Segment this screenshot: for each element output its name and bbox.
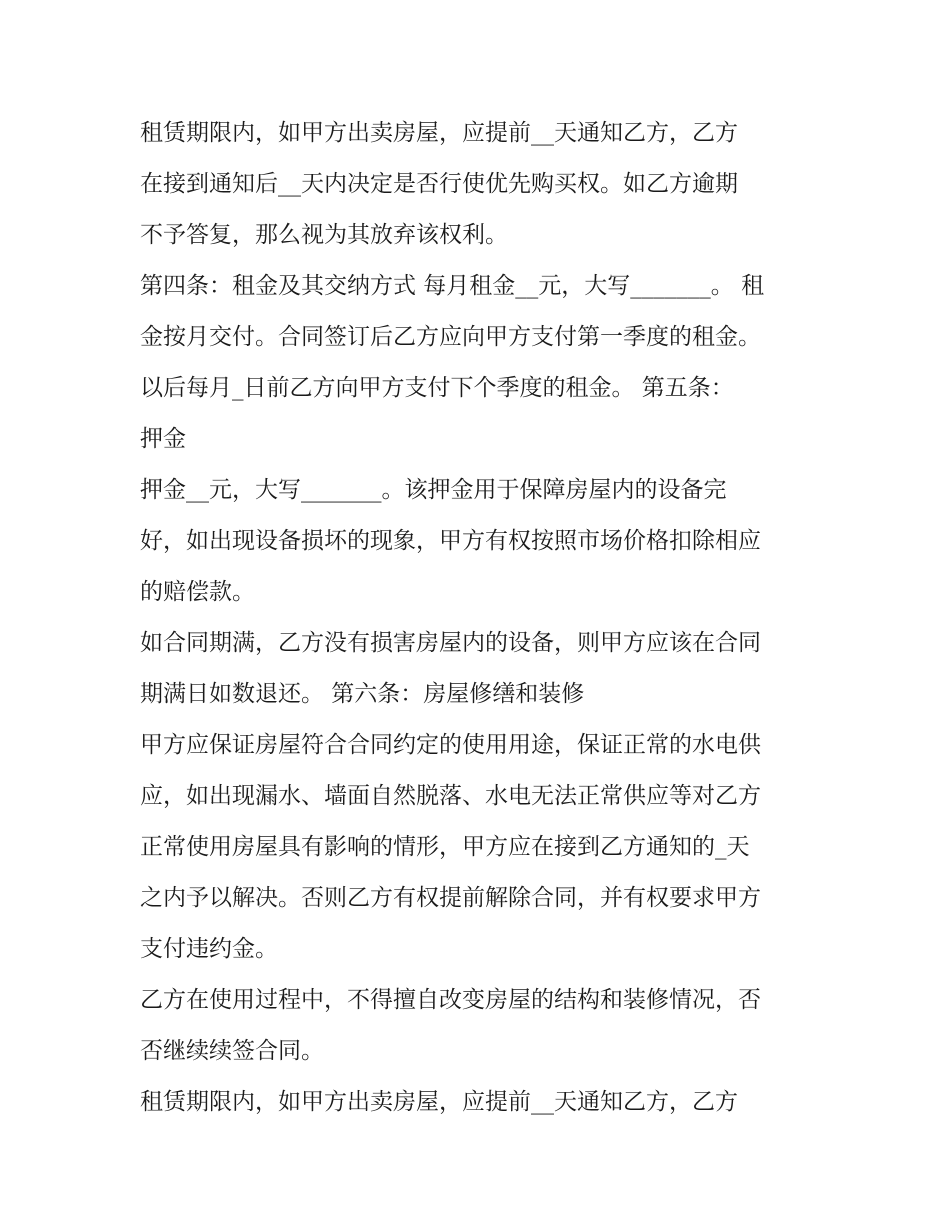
text-line-11: 如合同期满，乙方没有损害房屋内的设备，则甲方应该在合同 xyxy=(140,630,761,656)
text-line-12: 期满日如数退还。 第六条：房屋修缮和装修 xyxy=(140,681,585,707)
text-line-10: 的赔偿款。 xyxy=(140,579,255,605)
text-line-6: 以后每月_日前乙方向甲方支付下个季度的租金。 第五条： xyxy=(140,375,734,401)
contract-text xyxy=(140,108,820,1128)
text-line-19: 否继续续签合同。 xyxy=(140,1038,324,1064)
text-line-13: 甲方应保证房屋符合合同约定的使用用途，保证正常的水电供 xyxy=(140,732,761,758)
text-line-4: 第四条：租金及其交纳方式 每月租金__元，大写_______。 租 xyxy=(140,273,765,299)
text-line-3: 不予答复，那么视为其放弃该权利。 xyxy=(140,222,508,248)
text-line-16: 之内予以解决。否则乙方有权提前解除合同，并有权要求甲方 xyxy=(140,885,761,911)
text-line-15: 正常使用房屋具有影响的情形，甲方应在接到乙方通知的_天 xyxy=(140,834,750,860)
text-line-17: 支付违约金。 xyxy=(140,936,278,962)
text-line-18: 乙方在使用过程中，不得擅自改变房屋的结构和装修情况，否 xyxy=(140,987,761,1013)
text-line-5: 金按月交付。合同签订后乙方应向甲方支付第一季度的租金。 xyxy=(140,324,761,350)
text-line-14: 应，如出现漏水、墙面自然脱落、水电无法正常供应等对乙方 xyxy=(140,783,761,809)
text-line-1: 租赁期限内，如甲方出卖房屋，应提前__天通知乙方，乙方 xyxy=(140,120,738,146)
text-line-20: 租赁期限内，如甲方出卖房屋，应提前__天通知乙方，乙方 xyxy=(140,1089,738,1115)
text-line-7: 押金 xyxy=(140,426,186,452)
text-line-2: 在接到通知后__天内决定是否行使优先购买权。如乙方逾期 xyxy=(140,171,738,197)
text-line-8: 押金__元，大写_______。该押金用于保障房屋内的设备完 xyxy=(140,477,727,503)
text-line-9: 好，如出现设备损坏的现象，甲方有权按照市场价格扣除相应 xyxy=(140,528,761,554)
